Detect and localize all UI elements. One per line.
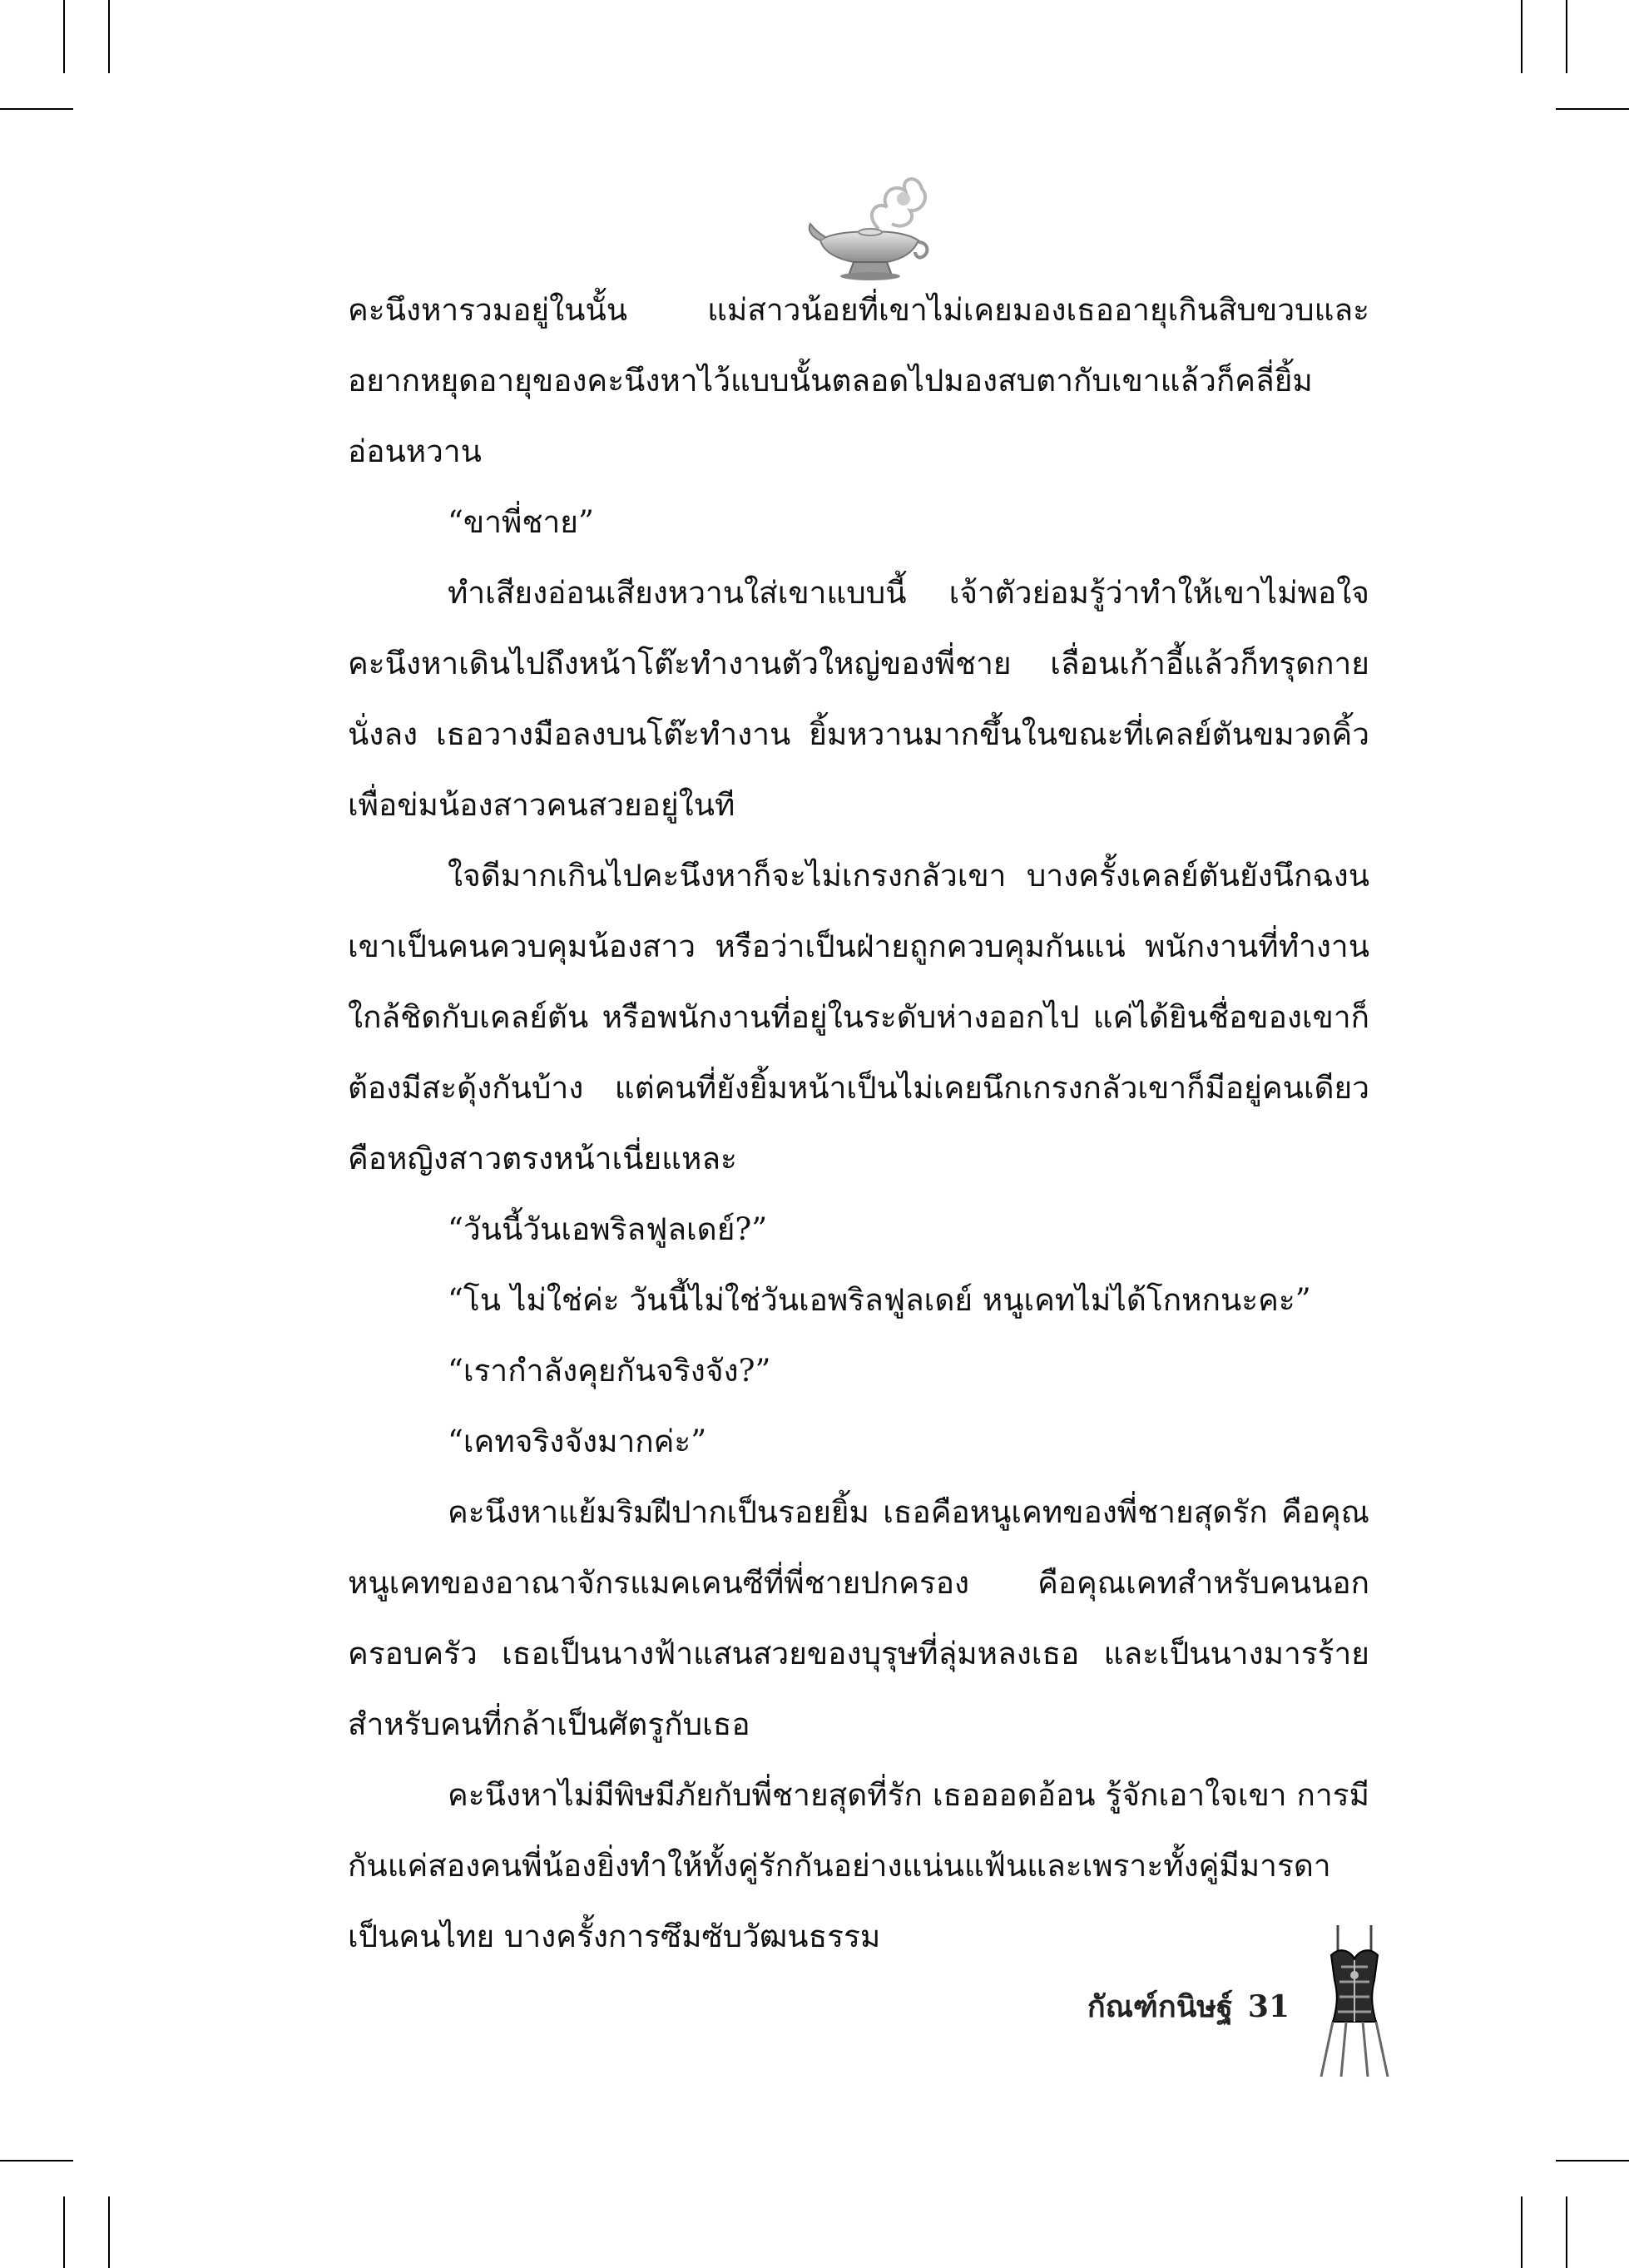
crop-mark-top-right-horizontal	[1556, 108, 1629, 110]
crop-mark-top-left-vertical-inner	[108, 0, 110, 73]
paragraph-3: ทำเสียงอ่อนเสียงหวานใส่เขาแบบนี้ เจ้าตัวย่อมรู้ว่าทำให้เขาไม่พอใจ คะนึงหาเดินไปถึงหน้าโต๊ะทำงานตัวใหญ่ของพี่ชาย เลื่อนเก้าอี้แล้วก็ทรุดกายนั่งลง เธอวางมือลงบนโต๊ะทำงาน ยิ้มหวานมากขึ้นในขณะที่เคลย์ตันขมวดคิ้วเพื่อข่มน้องสาวคนสวยอยู่ในที	[348, 575, 1369, 823]
crop-mark-top-right-vertical-inner	[1521, 0, 1523, 73]
paragraph-10: คะนึงหาไม่มีพิษมีภัยกับพี่ชายสุดที่รัก เธอออดอ้อน รู้จักเอาใจเขา การมีกันแค่สองคนพี่น้องยิ่งทำให้ทั้งคู่รักกันอย่างแน่นแฟ้นและเพราะทั้งคู่มีมารดาเป็นคนไทย บางครั้งการซึมซับวัฒนธรรม	[348, 1777, 1369, 1954]
crop-mark-bottom-right-horizontal	[1556, 2160, 1629, 2162]
corset-icon	[1313, 1922, 1396, 2080]
paragraph-6: “โน ไม่ใช่ค่ะ วันนี้ไม่ใช่วันเอพริลฟูลเดย์ หนูเคทไม่ได้โกหกนะคะ”	[448, 1282, 1311, 1318]
crop-mark-top-left-horizontal	[0, 108, 73, 110]
paragraph-5: “วันนี้วันเอพริลฟูลเดย์?”	[448, 1211, 768, 1247]
paragraph-8: “เคทจริงจังมากค่ะ”	[448, 1424, 707, 1459]
paragraph-4: ใจดีมากเกินไปคะนึงหาก็จะไม่เกรงกลัวเขา บางครั้งเคลย์ตันยังนึกฉงน เขาเป็นคนควบคุมน้องสาว หรือว่าเป็นฝ่ายถูกควบคุมกันแน่ พนักงานที่ทำงานใกล้ชิดกับเคลย์ตัน หรือพนักงานที่อยู่ในระดับห่างออกไป แค่ได้ยินชื่อของเขาก็ต้องมีสะดุ้งกันบ้าง แต่คนที่ยังยิ้มหน้าเป็นไม่เคยนึกเกรงกลัวเขาก็มีอยู่คนเดียวคือหญิงสาวตรงหน้าเนี่ยแหละ	[348, 858, 1369, 1176]
paragraph-1: คะนึงหารวมอยู่ในนั้น แม่สาวน้อยที่เขาไม่เคยมองเธออายุเกินสิบขวบและอยากหยุดอายุของคะนึงหาไว้แบบนั้นตลอดไปมองสบตากับเขาแล้วก็คลี่ยิ้มอ่อนหวาน	[348, 292, 1369, 469]
page-footer	[998, 1983, 1290, 2030]
page-number: 31	[1247, 1989, 1290, 2024]
crop-mark-bottom-right-vertical-outer	[1566, 2196, 1567, 2268]
genie-lamp-icon	[805, 171, 930, 287]
book-title: กัณฑ์กนิษฐ์	[1087, 1989, 1233, 2024]
crop-mark-bottom-left-vertical-outer	[63, 2196, 65, 2268]
body-text	[348, 275, 1369, 1972]
paragraph-2: “ขาพี่ชาย”	[448, 504, 594, 540]
crop-mark-bottom-left-vertical-inner	[108, 2196, 110, 2268]
crop-mark-top-left-vertical-outer	[63, 0, 65, 73]
crop-mark-bottom-left-horizontal	[0, 2160, 73, 2162]
paragraph-9: คะนึงหาแย้มริมฝีปากเป็นรอยยิ้ม เธอคือหนูเคทของพี่ชายสุดรัก คือคุณหนูเคทของอาณาจักรแมคเคนซีที่พี่ชายปกครอง คือคุณเคทสำหรับคนนอกครอบครัว เธอเป็นนางฟ้าแสนสวยของบุรุษที่ลุ่มหลงเธอ และเป็นนางมารร้ายสำหรับคนที่กล้าเป็นศัตรูกับเธอ	[348, 1494, 1369, 1742]
paragraph-7: “เรากำลังคุยกันจริงจัง?”	[448, 1353, 771, 1389]
crop-mark-bottom-right-vertical-inner	[1521, 2196, 1523, 2268]
crop-mark-top-right-vertical-outer	[1566, 0, 1567, 73]
